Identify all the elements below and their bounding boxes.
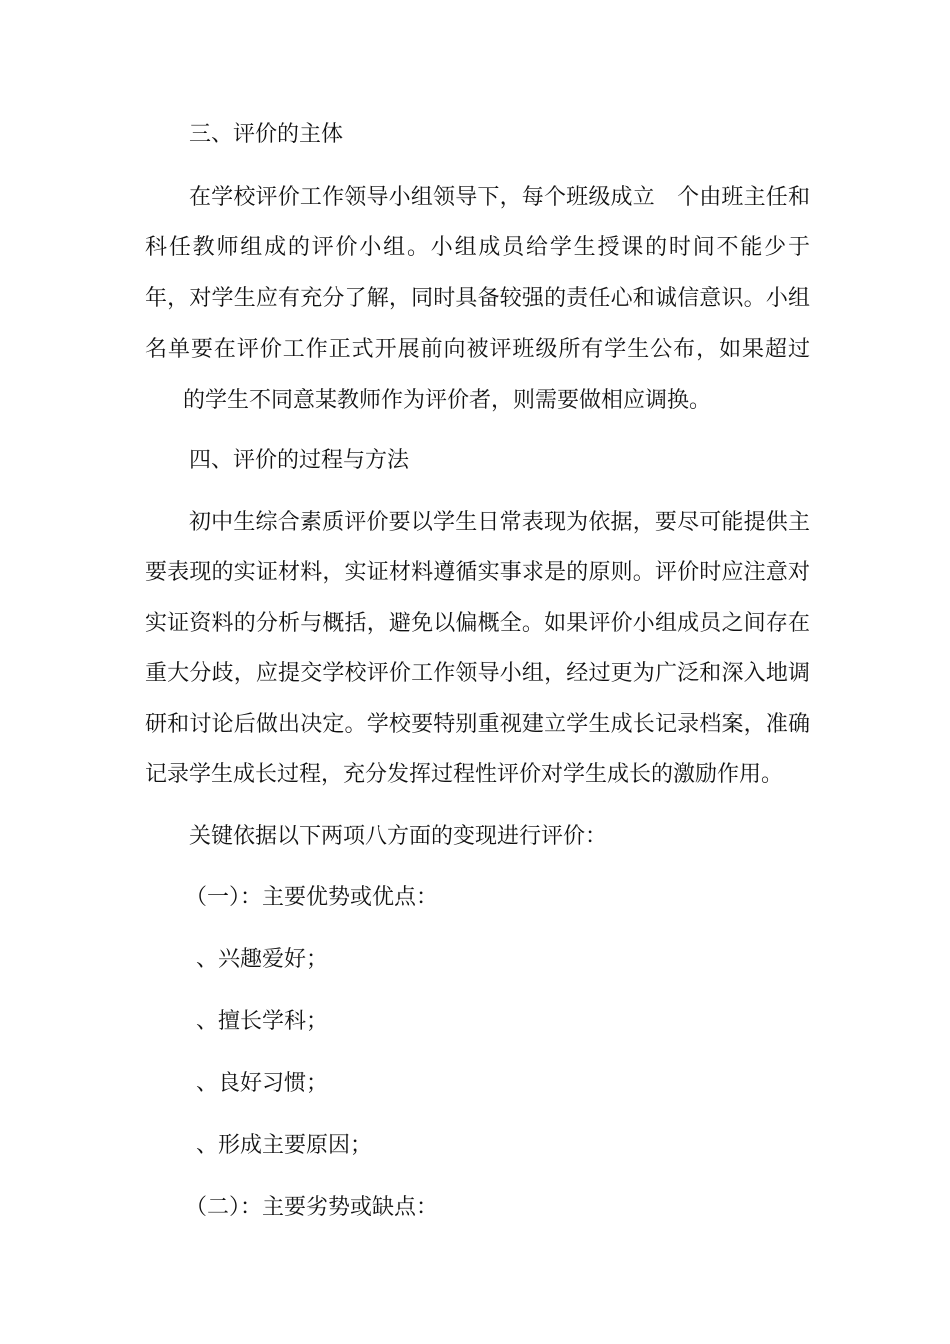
section-heading-4: 四、评价的过程与方法 (189, 448, 410, 473)
paragraph-line: 初中生综合素质评价要以学生日常表现为依据，要尽可能提供主 (189, 510, 810, 535)
group-title-strengths: （一）：主要优势或优点： (185, 885, 439, 910)
list-item: 、兴趣爱好； (196, 947, 329, 972)
paragraph-line: 科任教师组成的评价小组。小组成员给学生授课的时间不能少于 (145, 235, 810, 260)
paragraph-line: 重大分歧，应提交学校评价工作领导小组，经过更为广泛和深入地调 (145, 661, 810, 686)
paragraph-line: 年，对学生应有充分了解，同时具备较强的责任心和诚信意识。小组 (145, 286, 810, 311)
evaluation-intro: 关键依据以下两项八方面的变现进行评价： (189, 824, 608, 849)
paragraph-line: 研和讨论后做出决定。学校要特别重视建立学生成长记录档案，准确 (145, 712, 810, 737)
list-item: 、良好习惯； (196, 1071, 329, 1096)
paragraph-line: 实证资料的分析与概括，避免以偏概全。如果评价小组成员之间存在 (145, 611, 810, 636)
group-title-weaknesses: （二）：主要劣势或缺点： (185, 1195, 439, 1220)
paragraph-line: 记录学生成长过程，充分发挥过程性评价对学生成长的激励作用。 (145, 762, 784, 787)
paragraph-line: 的学生不同意某教师作为评价者，则需要做相应调换。 (183, 388, 712, 413)
paragraph-line: 要表现的实证材料，实证材料遵循实事求是的原则。评价时应注意对 (145, 560, 810, 585)
section-heading-3: 三、评价的主体 (189, 122, 344, 147)
list-item: 、擅长学科； (196, 1009, 329, 1034)
paragraph-line: 名单要在评价工作正式开展前向被评班级所有学生公布，如果超过 (145, 337, 810, 362)
list-item: 、形成主要原因； (196, 1133, 373, 1158)
paragraph-line: 在学校评价工作领导小组领导下，每个班级成立 个由班主任和 (189, 185, 810, 210)
